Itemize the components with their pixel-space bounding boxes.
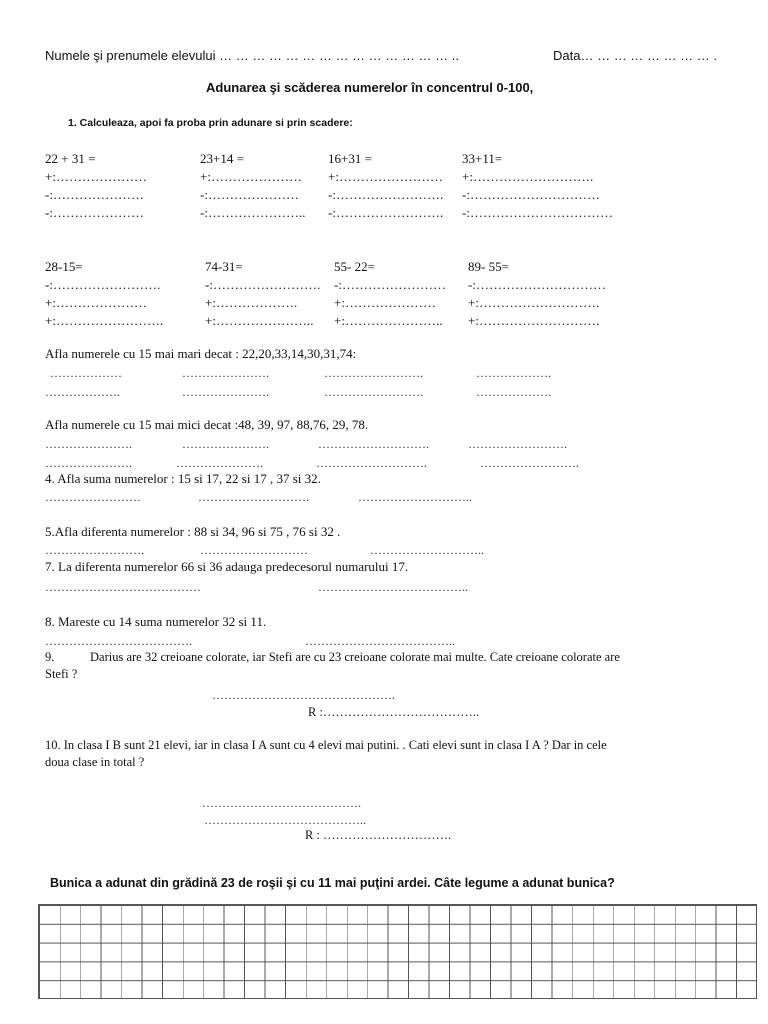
answer-dots: ………………. (476, 385, 551, 399)
calc-expression: 33+11= (462, 151, 503, 166)
exercise-10-text: 10. In clasa I B sunt 21 elevi, iar in clasa I A sunt cu 4 elevi mai putini. . Cati elevi sunt in clasa I A ? Dar in cele (45, 738, 607, 752)
exercise-9-text-cont: Stefi ? (45, 667, 78, 681)
answer-dots: ……………… (50, 366, 122, 380)
answer-dots: ……………………….. (358, 490, 472, 504)
answer-dots: ……………………. (468, 437, 567, 451)
calc-check-line: +:………………. (205, 295, 298, 310)
answer-dots: ……………………….. (370, 543, 484, 557)
answer-dots: …………………………………. (202, 796, 361, 810)
answer-line: R :……………………………….. (308, 705, 480, 719)
answer-dots: ……………………. (324, 366, 423, 380)
calc-block (45, 258, 163, 330)
exercise-more-than-text: Afla numerele cu 15 mai mari decat : 22,20,33,14,30,31,74: (45, 346, 357, 361)
answer-dots: ……………………. (324, 385, 423, 399)
calc-check-line: +:………………………. (468, 313, 600, 328)
date-label: Data (553, 48, 581, 63)
exercise-10-text-cont: doua clase in total ? (45, 755, 145, 769)
calc-check-line: -:……………………. (45, 277, 161, 292)
answer-dots: ……………………… (200, 543, 308, 557)
calc-check-line: -:……………………. (328, 205, 444, 220)
calc-check-line: +:………………….. (205, 313, 314, 328)
exercise-8-text: 8. Mareste cu 14 suma numerelor 32 si 11. (45, 614, 267, 629)
calc-expression: 28-15= (45, 259, 83, 274)
answer-dots: …………………. (182, 437, 269, 451)
calc-check-line: -:……………………. (328, 187, 444, 202)
answer-dots: …………………. (176, 456, 263, 470)
date-line (553, 48, 717, 63)
calc-check-line: -:………………… (45, 187, 144, 202)
student-name-dots: … … … … … … … … … … … … … … .. (219, 48, 459, 63)
exercise-less-than-text: Afla numerele cu 15 mai mici decat :48, 39, 97, 88,76, 29, 78. (45, 417, 369, 432)
calc-check-line: -:…………………… (334, 277, 446, 292)
calc-block (328, 150, 443, 222)
answer-dots: ……………………. (45, 543, 144, 557)
answer-dots: ………………………………… (45, 580, 201, 594)
answer-dots: ………………. (476, 366, 551, 380)
answer-dots: ………………………………………. (212, 688, 395, 702)
answer-dots: ………………………. (318, 437, 429, 451)
calc-expression: 23+14 = (200, 151, 244, 166)
answer-dots: ……………………………….. (305, 634, 455, 648)
calc-block (462, 150, 613, 222)
answer-grid (38, 904, 756, 998)
answer-dots: ………………………………. (45, 634, 192, 648)
calc-check-line: +:………………… (200, 169, 302, 184)
answer-dots: …………………… (45, 490, 141, 504)
exercise-9-text: Darius are 32 creioane colorate, iar Stefi are cu 23 creioane colorate mai multe. Cate creioane colorate are (90, 650, 620, 664)
student-name-label: Numele şi prenumele elevului (45, 48, 216, 63)
calc-block (200, 150, 305, 222)
answer-grid-border (38, 998, 757, 999)
exercise-9-number: 9. (45, 650, 55, 664)
calc-check-line: +:………………… (45, 295, 147, 310)
calc-check-line: -:………………………… (468, 277, 606, 292)
calc-check-line: -:………………….. (200, 205, 306, 220)
calc-check-line: +:………………… (334, 295, 436, 310)
calc-expression: 55- 22= (334, 259, 375, 274)
exercise-4-text: 4. Afla suma numerelor : 15 si 17, 22 si 17 , 37 si 32. (45, 471, 321, 486)
exercise-1-instruction: 1. Calculeaza, apoi fa proba prin adunare si prin scadere: (68, 117, 353, 129)
date-dots: … … … … … … … … . (580, 48, 717, 63)
calc-block (334, 258, 446, 330)
calc-check-line: +:………………….. (334, 313, 443, 328)
answer-dots: ……………………. (480, 456, 579, 470)
answer-dots: ………………………. (316, 456, 427, 470)
calc-check-line: -:………………………… (462, 187, 600, 202)
exercise-5-text: 5.Afla diferenta numerelor : 88 si 34, 96 si 75 , 76 si 32 . (45, 524, 341, 539)
answer-dots: ………………………………….. (204, 813, 366, 827)
calc-check-line: +:…………………… (328, 169, 443, 184)
student-name-line (45, 48, 459, 63)
calc-block (205, 258, 320, 330)
worksheet-title: Adunarea şi scăderea numerelor în concentrul 0-100, (206, 80, 534, 95)
calc-check-line: -:………………… (45, 205, 144, 220)
answer-line: R : …………………………. (305, 828, 452, 842)
calc-check-line: +:……………………. (45, 313, 164, 328)
calc-check-line: +:………………………. (468, 295, 600, 310)
calc-expression: 16+31 = (328, 151, 372, 166)
calc-check-line: -:……………………. (205, 277, 321, 292)
calc-expression: 74-31= (205, 259, 243, 274)
answer-dots: …………………. (182, 366, 269, 380)
final-problem-text: Bunica a adunat din grădină 23 de roşii şi cu 11 mai puţini ardei. Câte legume a adunat bunica? (50, 876, 615, 890)
calc-check-line: +:………………… (45, 169, 147, 184)
calc-expression: 22 + 31 = (45, 151, 96, 166)
calc-block (468, 258, 606, 330)
calc-check-line: -:…………………………… (462, 205, 613, 220)
calc-check-line: -:………………… (200, 187, 299, 202)
calc-check-line: +:………………………. (462, 169, 594, 184)
answer-dots: …………………. (45, 437, 132, 451)
calc-expression: 89- 55= (468, 259, 509, 274)
answer-dots: ……………………………….. (318, 580, 468, 594)
answer-grid-border (756, 904, 757, 999)
answer-dots: ………………. (45, 385, 120, 399)
calc-block (45, 150, 147, 222)
answer-dots: …………………. (182, 385, 269, 399)
exercise-7-text: 7. La diferenta numerelor 66 si 36 adauga predecesorul numarului 17. (45, 559, 409, 574)
answer-dots: …………………. (45, 456, 132, 470)
answer-dots: ………………………. (198, 490, 309, 504)
